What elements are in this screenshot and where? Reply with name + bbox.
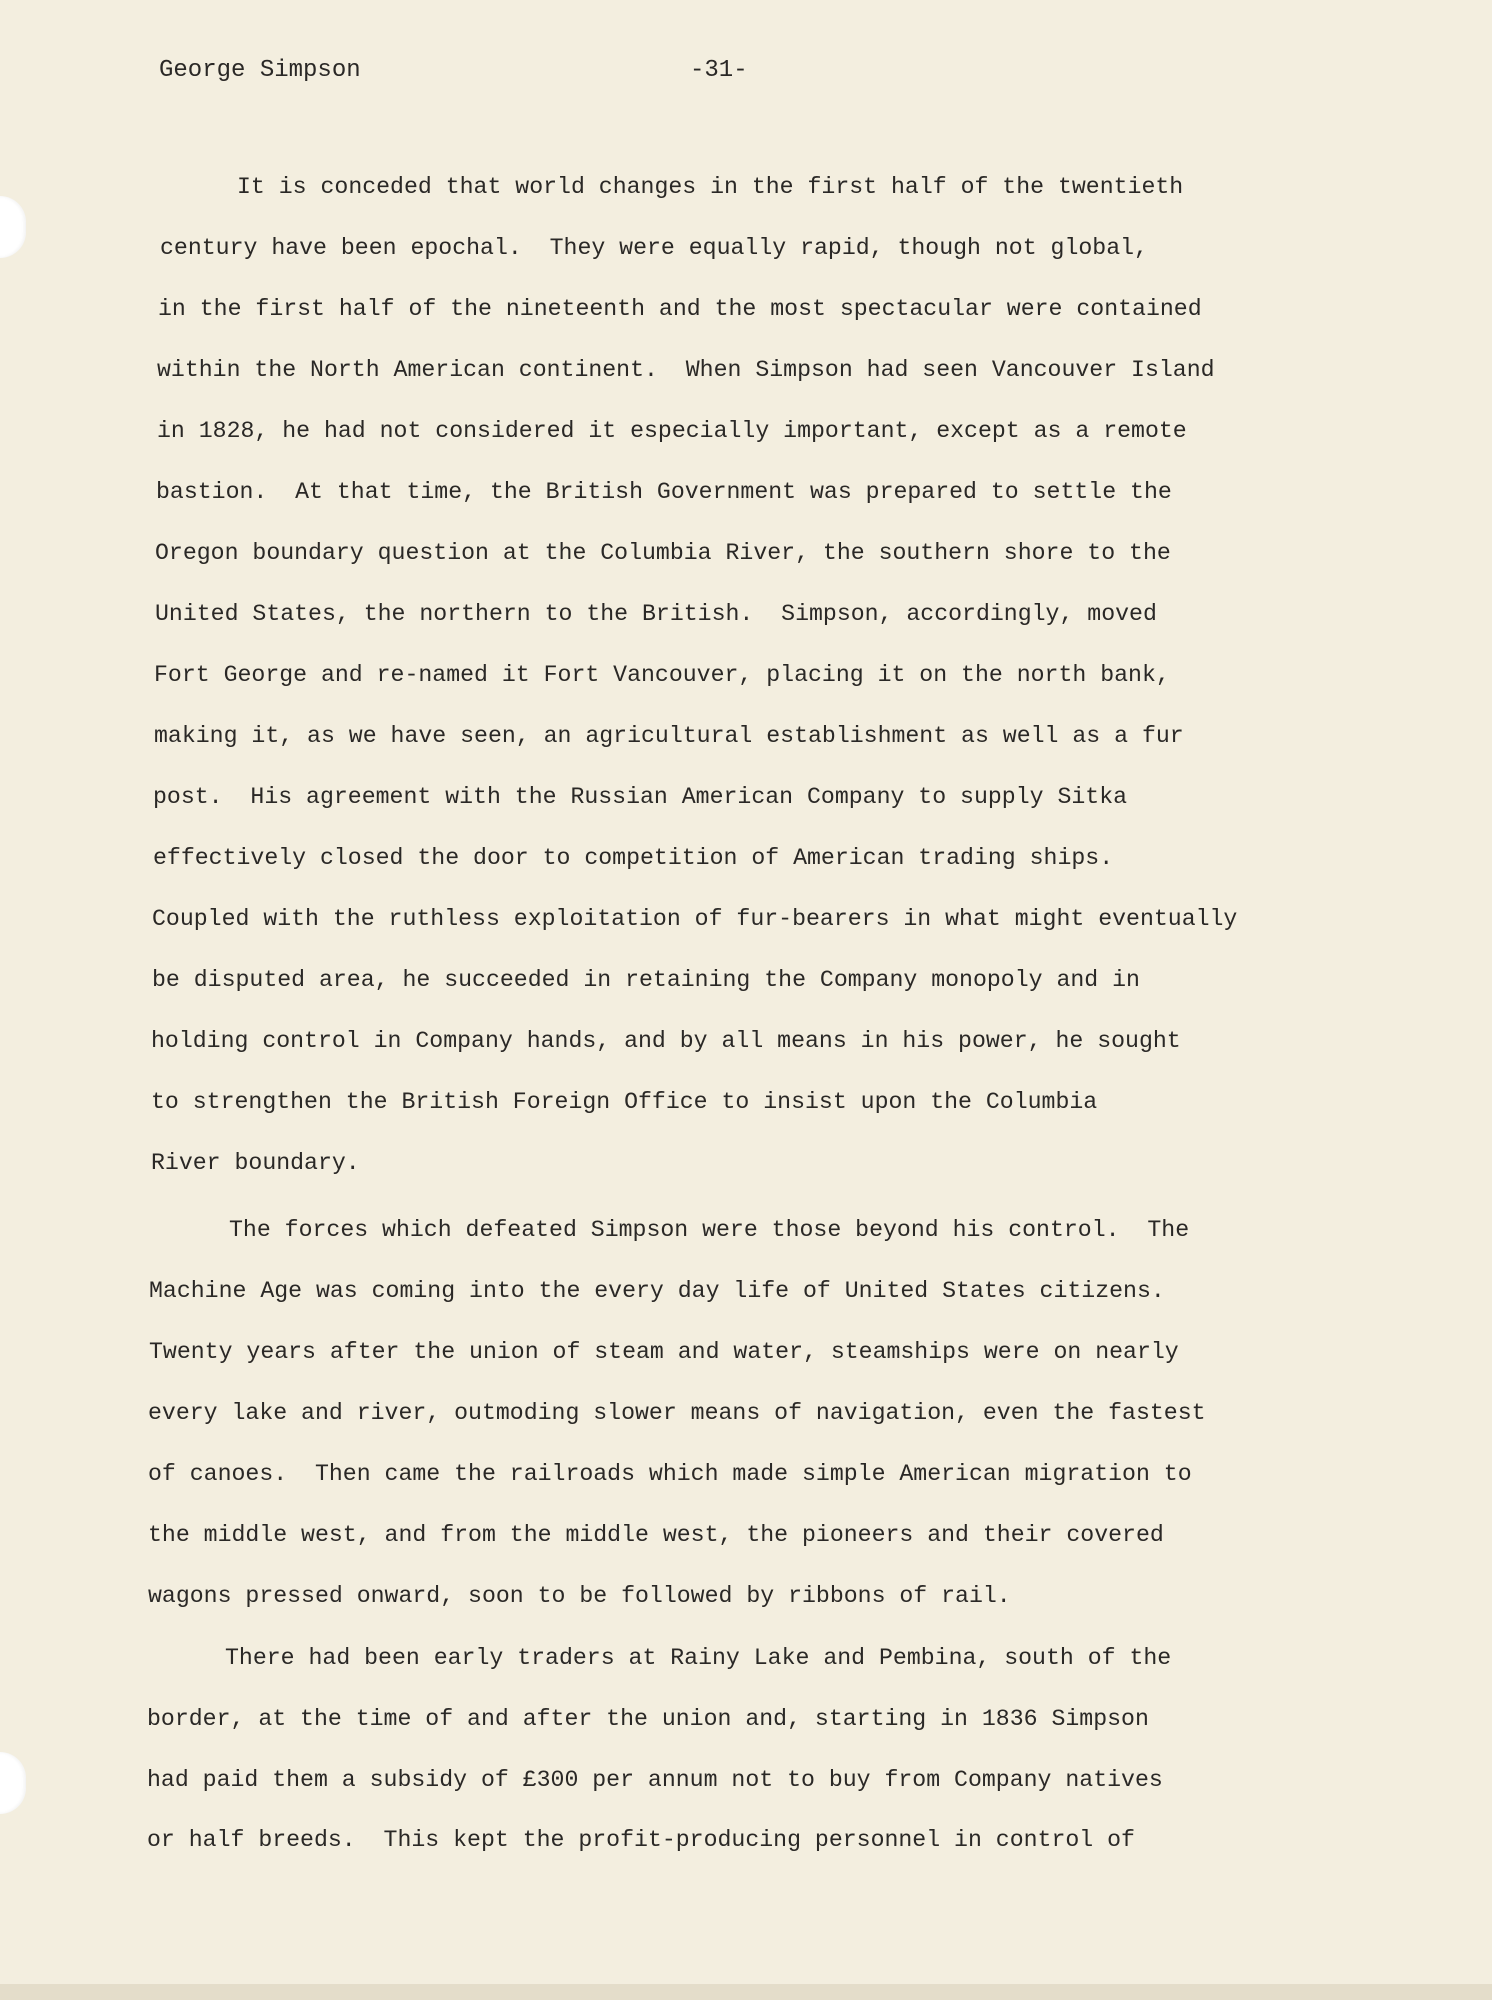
text-line: The forces which defeated Simpson were those beyond his control. The — [229, 1217, 1190, 1243]
text-line: It is conceded that world changes in the first half of the twentieth — [237, 174, 1184, 200]
binder-hole — [0, 1752, 26, 1814]
text-line: to strengthen the British Foreign Office to insist upon the Columbia — [151, 1089, 1098, 1115]
text-line: in 1828, he had not considered it especially important, except as a remote — [157, 418, 1187, 444]
text-line: of canoes. Then came the railroads which made simple American migration to — [148, 1461, 1192, 1487]
text-line: making it, as we have seen, an agricultural establishment as well as a fur — [154, 723, 1184, 749]
text-line: every lake and river, outmoding slower means of navigation, even the fastest — [148, 1400, 1206, 1426]
text-line: within the North American continent. When Simpson had seen Vancouver Island — [157, 357, 1215, 383]
text-line: wagons pressed onward, soon to be followed by ribbons of rail. — [148, 1583, 1011, 1609]
text-line: in the first half of the nineteenth and the most spectacular were contained — [158, 296, 1202, 322]
text-line: Oregon boundary question at the Columbia River, the southern shore to the — [155, 540, 1171, 566]
text-line: border, at the time of and after the union and, starting in 1836 Simpson — [147, 1706, 1149, 1732]
text-line: There had been early traders at Rainy Lake and Pembina, south of the — [225, 1645, 1172, 1671]
text-line: River boundary. — [151, 1150, 360, 1176]
text-line: the middle west, and from the middle west, the pioneers and their covered — [148, 1522, 1164, 1548]
header-author: George Simpson — [159, 57, 361, 84]
text-line: Fort George and re-named it Fort Vancouver, placing it on the north bank, — [154, 662, 1170, 688]
text-line: bastion. At that time, the British Government was prepared to settle the — [156, 479, 1172, 505]
page-number: -31- — [690, 57, 748, 84]
text-line: effectively closed the door to competition of American trading ships. — [153, 845, 1114, 871]
text-line: Twenty years after the union of steam and water, steamships were on nearly — [149, 1339, 1179, 1365]
text-line: Machine Age was coming into the every day life of United States citizens. — [149, 1278, 1165, 1304]
text-line: Coupled with the ruthless exploitation of fur-bearers in what might eventually — [152, 906, 1238, 932]
text-line: or half breeds. This kept the profit-producing personnel in control of — [147, 1827, 1135, 1853]
binder-hole — [0, 196, 26, 258]
text-line: United States, the northern to the British. Simpson, accordingly, moved — [155, 601, 1157, 627]
text-line: be disputed area, he succeeded in retaining the Company monopoly and in — [152, 967, 1140, 993]
text-line: holding control in Company hands, and by all means in his power, he sought — [151, 1028, 1181, 1054]
text-line: had paid them a subsidy of £300 per annum not to buy from Company natives — [147, 1767, 1163, 1793]
text-line: century have been epochal. They were equally rapid, though not global, — [160, 235, 1148, 261]
text-line: post. His agreement with the Russian American Company to supply Sitka — [153, 784, 1128, 810]
